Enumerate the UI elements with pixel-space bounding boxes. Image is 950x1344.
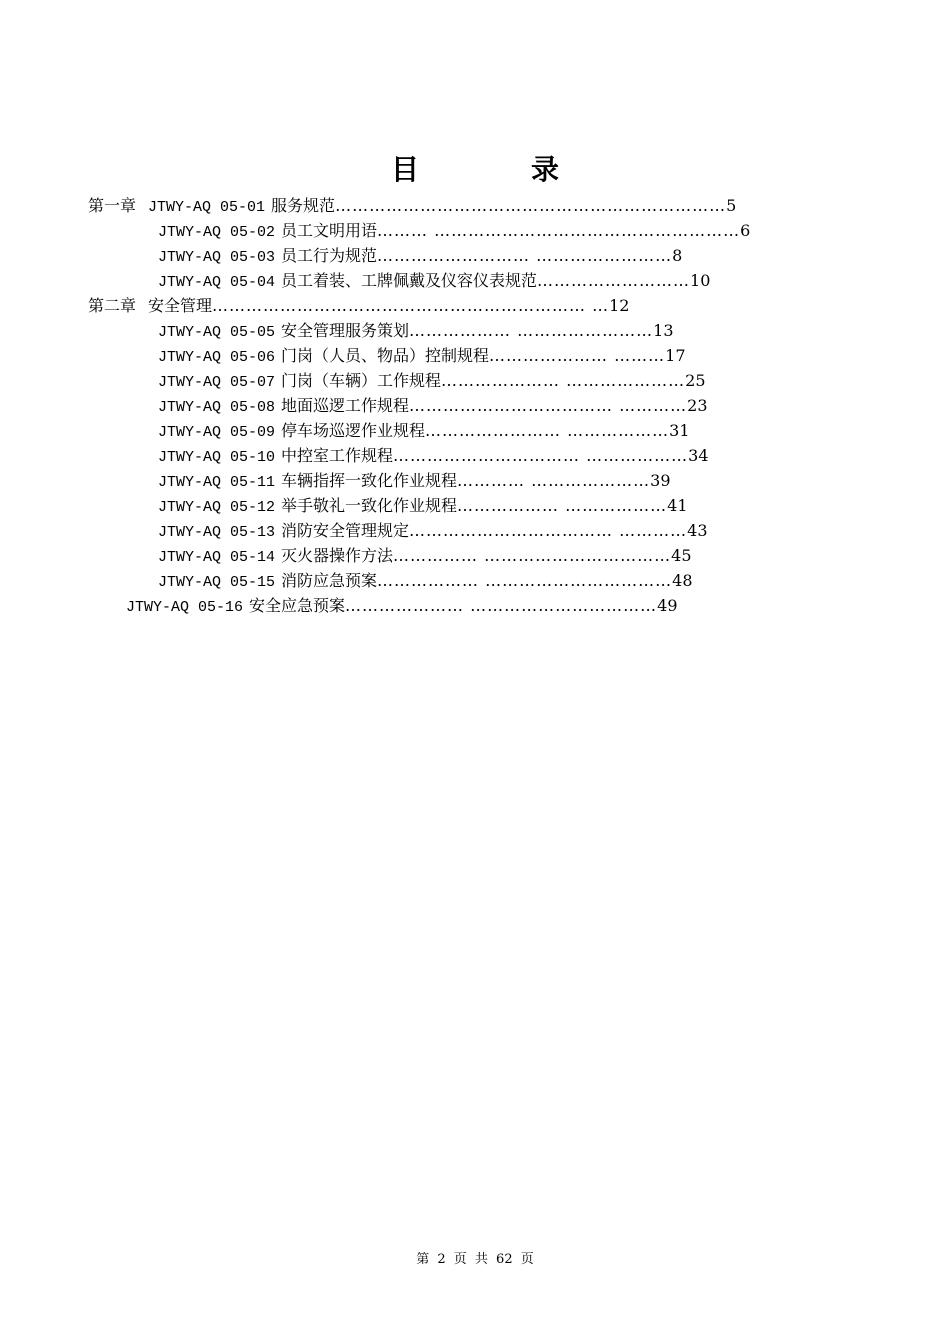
toc-title: 举手敬礼一致化作业规程 bbox=[281, 496, 458, 515]
toc-page-number: 49 bbox=[657, 596, 678, 615]
toc-leader: ………………………………………………………… … bbox=[212, 296, 610, 315]
toc-entry[interactable] bbox=[158, 269, 710, 293]
toc-code: JTWY-AQ 05-06 bbox=[158, 349, 276, 366]
toc-entry[interactable] bbox=[158, 444, 709, 468]
toc-title: 中控室工作规程 bbox=[281, 446, 394, 465]
toc-page-number: 25 bbox=[685, 371, 706, 390]
toc-code: JTWY-AQ 05-09 bbox=[158, 424, 276, 441]
toc-entry[interactable] bbox=[88, 294, 629, 318]
toc-page-number: 48 bbox=[672, 571, 693, 590]
toc-leader: ………………… ………………… bbox=[441, 371, 686, 390]
toc-entry[interactable] bbox=[158, 569, 693, 593]
toc-leader: ……………………………… ………… bbox=[409, 521, 688, 540]
toc-page-number: 34 bbox=[688, 446, 709, 465]
toc-code: JTWY-AQ 05-16 bbox=[126, 599, 244, 616]
toc-title: 车辆指挥一致化作业规程 bbox=[281, 471, 458, 490]
toc-entry[interactable] bbox=[158, 219, 750, 243]
toc-page-number: 5 bbox=[726, 196, 737, 215]
toc-chapter: 第一章 bbox=[88, 196, 137, 215]
toc-leader: ……………………………… ………… bbox=[409, 396, 688, 415]
toc-title: 停车场巡逻作业规程 bbox=[281, 421, 426, 440]
toc-entry[interactable] bbox=[158, 319, 674, 343]
toc-code: JTWY-AQ 05-12 bbox=[158, 499, 276, 516]
toc-title: 安全管理 bbox=[148, 296, 213, 315]
toc-title: 员工着装、工牌佩戴及仪容仪表规范 bbox=[281, 271, 538, 290]
toc-code: JTWY-AQ 05-04 bbox=[158, 274, 276, 291]
toc-entry[interactable] bbox=[158, 544, 692, 568]
toc-title: 消防安全管理规定 bbox=[281, 521, 410, 540]
toc-page-number: 10 bbox=[690, 271, 711, 290]
toc-entry[interactable] bbox=[88, 194, 736, 218]
toc-page-number: 39 bbox=[650, 471, 671, 490]
toc-title: 灭火器操作方法 bbox=[281, 546, 394, 565]
toc-leader: ……………… …………………… bbox=[409, 321, 654, 340]
toc-page-number: 13 bbox=[653, 321, 674, 340]
toc-entry[interactable] bbox=[158, 469, 671, 493]
toc-title: 安全管理服务策划 bbox=[281, 321, 410, 340]
toc-entry[interactable] bbox=[158, 519, 708, 543]
toc-page-number: 45 bbox=[671, 546, 692, 565]
toc-page-number: 43 bbox=[687, 521, 708, 540]
toc-leader: ………… ………………… bbox=[457, 471, 651, 490]
toc-code: JTWY-AQ 05-10 bbox=[158, 449, 276, 466]
toc-code: JTWY-AQ 05-11 bbox=[158, 474, 276, 491]
toc-title: 员工文明用语 bbox=[281, 221, 378, 240]
toc-code: JTWY-AQ 05-03 bbox=[158, 249, 276, 266]
toc-leader: ……………… ……………… bbox=[457, 496, 668, 515]
toc-code: JTWY-AQ 05-13 bbox=[158, 524, 276, 541]
toc-entry[interactable] bbox=[126, 594, 678, 618]
toc-page-number: 8 bbox=[672, 246, 683, 265]
toc-chapter: 第二章 bbox=[88, 296, 137, 315]
toc-entry[interactable] bbox=[158, 394, 708, 418]
toc-leader: ………………… ……… bbox=[489, 346, 666, 365]
toc-title: 消防应急预案 bbox=[281, 571, 378, 590]
toc-page-number: 6 bbox=[740, 221, 751, 240]
toc-title: 员工行为规范 bbox=[281, 246, 378, 265]
toc-entry[interactable] bbox=[158, 244, 682, 268]
toc-title: 地面巡逻工作规程 bbox=[281, 396, 410, 415]
toc-code: JTWY-AQ 05-05 bbox=[158, 324, 276, 341]
toc-title: 门岗（车辆）工作规程 bbox=[281, 371, 442, 390]
toc-leader: ……… ……………………………………………… bbox=[377, 221, 741, 240]
toc-leader: ……………………… bbox=[537, 271, 691, 290]
page-title: 目 录 bbox=[390, 153, 601, 186]
toc-title: 服务规范 bbox=[271, 196, 336, 215]
toc-leader: ……………………… …………………… bbox=[377, 246, 673, 265]
toc-page-number: 23 bbox=[687, 396, 708, 415]
toc-code: JTWY-AQ 05-07 bbox=[158, 374, 276, 391]
toc-code: JTWY-AQ 05-02 bbox=[158, 224, 276, 241]
toc-code: JTWY-AQ 05-01 bbox=[148, 199, 266, 216]
toc-page-number: 17 bbox=[665, 346, 686, 365]
toc-page-number: 41 bbox=[667, 496, 688, 515]
toc-code: JTWY-AQ 05-08 bbox=[158, 399, 276, 416]
toc-leader: …………………… ……………… bbox=[425, 421, 670, 440]
toc-entry[interactable] bbox=[158, 344, 686, 368]
toc-code: JTWY-AQ 05-15 bbox=[158, 574, 276, 591]
toc-entry[interactable] bbox=[158, 369, 706, 393]
toc-entry[interactable] bbox=[158, 494, 688, 518]
toc-entry[interactable] bbox=[158, 419, 690, 443]
toc-leader: …………………………………………………………… bbox=[335, 196, 727, 215]
toc-code: JTWY-AQ 05-14 bbox=[158, 549, 276, 566]
toc-leader: ………………… …………………………… bbox=[345, 596, 658, 615]
toc-leader: …………………………… ……………… bbox=[393, 446, 689, 465]
toc-leader: ……………… …………………………… bbox=[377, 571, 673, 590]
page-footer: 第 2 页 共 62 页 bbox=[416, 1252, 534, 1267]
toc-title: 门岗（人员、物品）控制规程 bbox=[281, 346, 490, 365]
toc-leader: …………… …………………………… bbox=[393, 546, 672, 565]
toc-title: 安全应急预案 bbox=[249, 596, 346, 615]
toc-page-number: 12 bbox=[609, 296, 630, 315]
toc-page-number: 31 bbox=[669, 421, 690, 440]
